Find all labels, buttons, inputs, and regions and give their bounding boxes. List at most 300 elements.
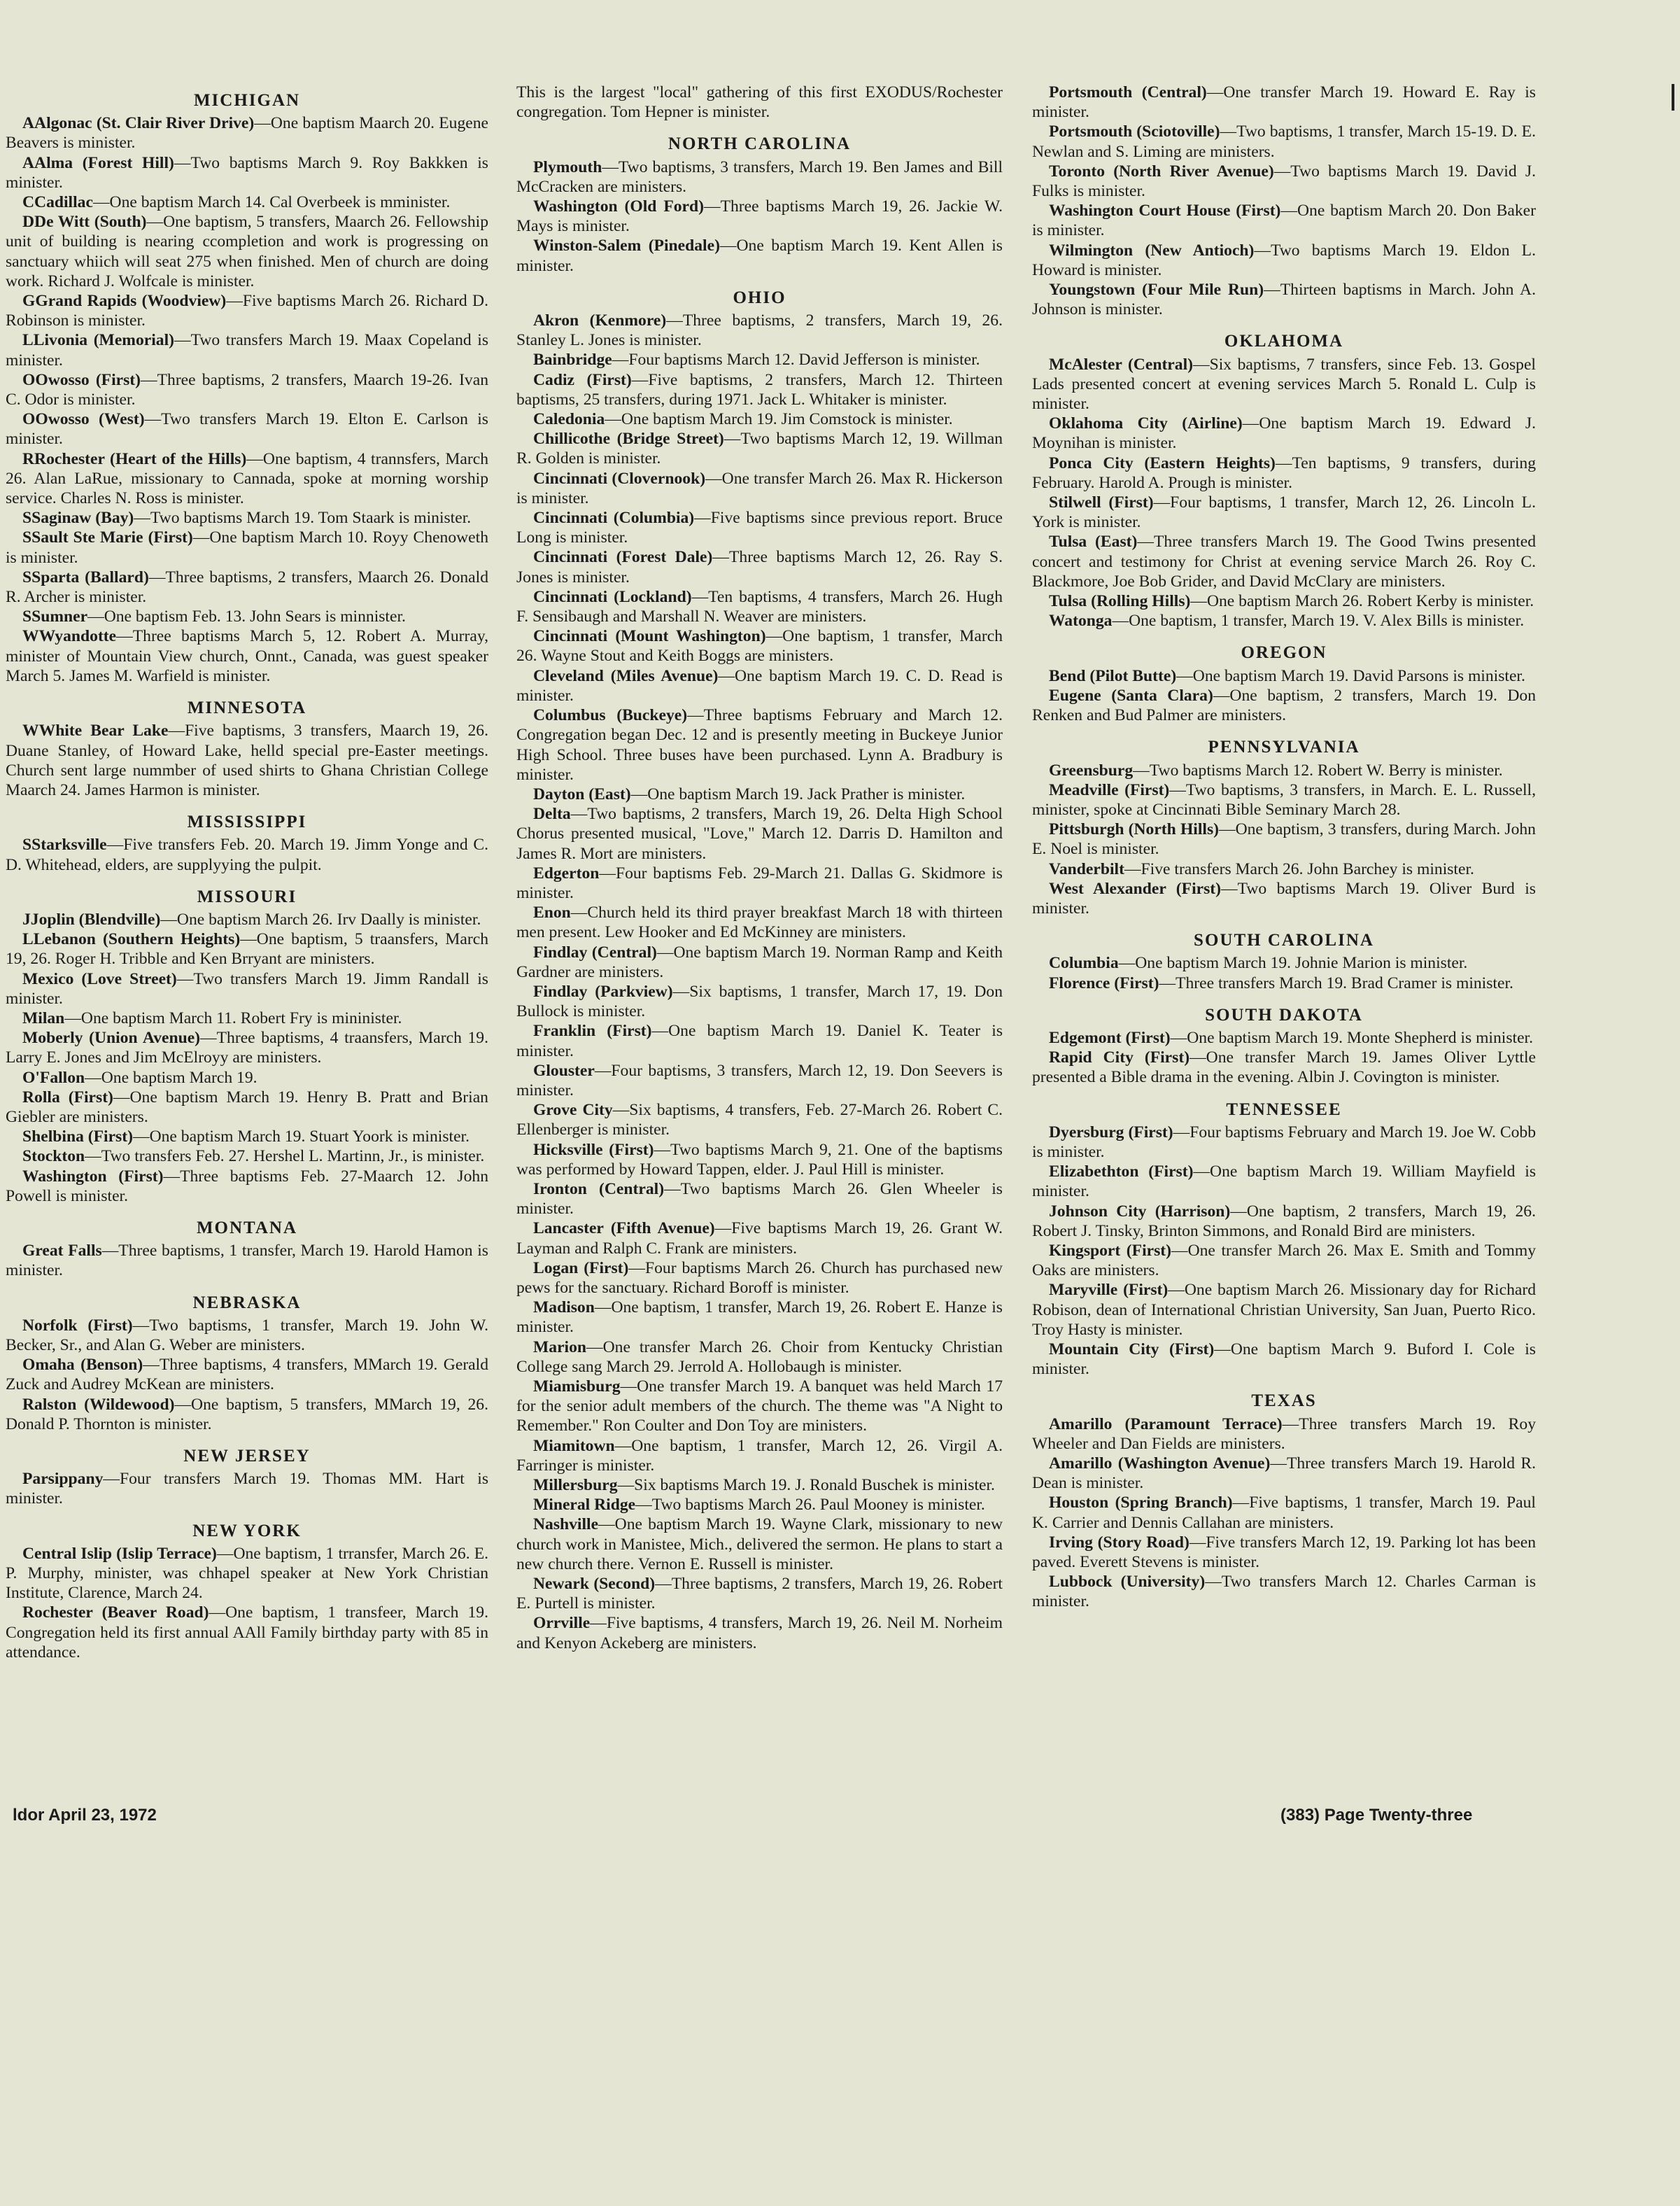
church-name: Franklin (First) [533, 1022, 652, 1041]
church-report-entry [516, 1495, 1003, 1515]
church-name: Portsmouth (Central) [1049, 83, 1207, 101]
church-report-entry [6, 113, 488, 153]
report-text: —Three baptisms Feb. 27-Maarch 12. John Powell is minister. [6, 1167, 488, 1205]
report-text: —Four baptisms, 3 transfers, March 12, 19. Don Seevers is minister. [516, 1061, 1003, 1100]
report-text: —Four baptisms February and March 19. Joe W. Cobb is minister. [1032, 1123, 1536, 1161]
church-name: Ralston (Wildewood) [22, 1395, 175, 1414]
church-report-entry [516, 587, 1003, 626]
report-text: —Five baptisms March 26. Richard D. Robinson is minister. [6, 292, 488, 330]
report-text: —One transfer March 19. James Oliver Lyttle presented a Bible drama in the evening. Albin J. Covington is minister. [1032, 1048, 1537, 1087]
church-report-entry [1032, 974, 1536, 993]
church-report-entry [516, 547, 1003, 586]
report-text: —Two transfers Feb. 27. Hershel L. Martinn, Jr., is minister. [85, 1147, 485, 1166]
church-report-entry [516, 626, 1003, 666]
state-heading-new-jersey: NEW JERSEY [183, 1447, 311, 1466]
church-name: GGrand Rapids (Woodview) [22, 292, 227, 311]
state-heading-oregon: OREGON [1241, 643, 1327, 663]
church-name: Washington (First) [22, 1167, 164, 1186]
report-text: —Five transfers March 26. John Barchey is minister. [1124, 859, 1474, 878]
church-name: Eugene (Santa Clara) [1049, 686, 1213, 705]
church-report-entry [516, 350, 1003, 370]
church-report-entry [6, 291, 488, 330]
church-name: O'Fallon [22, 1068, 85, 1087]
report-text: —Two baptisms March 19. Oliver Burd is minister. [1032, 879, 1536, 918]
church-name: Oklahoma City (Airline) [1049, 414, 1243, 433]
report-text: —One baptism March 19. Henry B. Pratt and Brian Giebler are ministers. [6, 1088, 488, 1126]
report-text: —One baptism Feb. 13. John Sears is minnister. [87, 607, 406, 626]
report-text: —One baptism March 14. Cal Overbeek is mminister. [92, 193, 451, 212]
report-text: —Four baptisms, 1 transfer, March 12, 26. Lincoln L. York is minister. [1032, 493, 1536, 532]
report-text: —Three baptisms, 2 transfers, March 19, 26. Stanley L. Jones is minister. [516, 311, 1003, 350]
church-report-entry [516, 1061, 1003, 1100]
church-name: Delta [533, 805, 571, 824]
church-report-entry [516, 429, 1003, 468]
church-name: Dayton (East) [533, 785, 631, 803]
church-name: Elizabethton (First) [1049, 1162, 1194, 1181]
church-report-entry [1032, 201, 1536, 240]
report-text: —One baptism, 1 transfer, March 19. V. Alex Bills is minister. [1112, 612, 1525, 631]
church-report-entry [516, 1475, 1003, 1495]
church-report-entry [1032, 686, 1536, 725]
report-text: —Four baptisms March 12. David Jefferson is minister. [612, 351, 980, 370]
state-heading-south-carolina: SOUTH CAROLINA [1194, 931, 1374, 950]
report-text: —Four baptisms Feb. 29-March 21. Dallas G. Skidmore is minister. [516, 864, 1003, 902]
report-text: —One baptism March 19. Stuart Yoork is minister. [132, 1127, 470, 1146]
report-text: —Three baptisms, 1 transfer, March 19. Harold Hamon is minister. [6, 1242, 488, 1280]
footer-date: ldor April 23, 1972 [13, 1806, 157, 1825]
report-text: —One transfer March 26. Choir from Kentucky Christian College sang March 29. Jerrold A. Hollobaugh is minister. [516, 1337, 1003, 1376]
church-name: Edgemont (First) [1049, 1028, 1171, 1047]
church-name: Rapid City (First) [1049, 1048, 1190, 1067]
church-report-entry [516, 1613, 1003, 1652]
report-text: —Three transfers March 19. Roy Wheeler and Dan Fields are ministers. [1032, 1414, 1537, 1453]
report-text: —Two baptisms, 3 transfers, in March. E. L. Russell, minister, spoke at Cincinnati Bible Seminary March 28. [1032, 780, 1536, 819]
report-text: —One transfer March 26. Max E. Smith and Tommy Oaks are ministers. [1032, 1241, 1536, 1280]
church-report-entry [516, 1515, 1003, 1574]
church-name: JJoplin (Blendville) [22, 910, 161, 929]
church-report-entry [1032, 1414, 1536, 1454]
church-name: SSumner [22, 607, 88, 626]
report-text: —Two baptisms March 12. Robert W. Berry is minister. [1133, 761, 1503, 780]
report-text: —Three baptisms, 4 traansfers, March 19. Larry E. Jones and Jim McElroyy are ministers. [6, 1029, 488, 1067]
church-report-entry [6, 1068, 488, 1088]
church-report-entry [6, 449, 488, 509]
church-name: West Alexander (First) [1049, 879, 1221, 898]
church-name: Cincinnati (Clovernook) [533, 469, 706, 488]
church-report-entry [1032, 666, 1536, 686]
church-report-entry [1032, 761, 1536, 780]
church-name: Milan [22, 1009, 65, 1027]
state-heading-oklahoma: OKLAHOMA [1224, 332, 1344, 351]
church-report-entry [6, 370, 488, 409]
church-name: Maryville (First) [1049, 1281, 1169, 1300]
church-report-entry [516, 409, 1003, 429]
church-report-entry [1032, 1048, 1536, 1087]
report-text: —One baptism March 9. Buford I. Cole is minister. [1032, 1340, 1536, 1379]
report-text: —One baptism March 19. C. D. Read is minister. [516, 666, 1003, 705]
church-report-entry [1032, 83, 1536, 122]
church-name: Tulsa (Rolling Hills) [1049, 592, 1191, 611]
church-report-entry [6, 1028, 488, 1067]
church-report-entry [6, 1088, 488, 1127]
church-report-entry [516, 1021, 1003, 1060]
report-text: —Five baptisms, 1 transfer, March 19. Paul K. Carrier and Dennis Callahan are ministers. [1032, 1494, 1536, 1532]
church-name: Columbus (Buckeye) [533, 706, 688, 725]
church-name: LLivonia (Memorial) [22, 331, 174, 350]
church-name: Columbia [1049, 954, 1119, 973]
report-text: —Six baptisms, 1 transfer, March 17, 19. Don Bullock is minister. [516, 982, 1003, 1021]
state-heading-pennsylvania: PENNSYLVANIA [1208, 738, 1360, 757]
church-report-entry [1032, 859, 1536, 879]
church-name: Youngstown (Four Mile Run) [1049, 281, 1264, 300]
church-report-entry [6, 835, 488, 874]
church-report-entry [1032, 780, 1536, 820]
church-report-entry [516, 1436, 1003, 1475]
church-name: Ironton (Central) [533, 1179, 665, 1198]
column-right [1032, 83, 1536, 1612]
report-text: —One baptism, 1 transfer, March 26. Wayne Stout and Keith Boggs are ministers. [516, 627, 1003, 666]
church-name: DDe Witt (South) [22, 213, 147, 232]
church-report-entry [6, 528, 488, 567]
church-report-entry [1032, 1241, 1536, 1280]
church-report-entry [1032, 820, 1536, 859]
report-text: —Three transfers March 19. Harold R. Dean is minister. [1032, 1454, 1536, 1493]
report-text: —One baptism March 19. Monte Shepherd is minister. [1170, 1028, 1533, 1047]
column-middle [516, 83, 1003, 1653]
church-name: Newark (Second) [533, 1575, 656, 1594]
church-report-entry [1032, 355, 1536, 414]
church-report-entry [6, 1544, 488, 1603]
report-text: —One baptism March 19. Norman Ramp and Keith Gardner are ministers. [516, 943, 1003, 981]
church-name: Mineral Ridge [533, 1496, 636, 1515]
church-report-entry [1032, 611, 1536, 631]
church-name: Cadiz (First) [533, 370, 632, 389]
report-text: —One baptism March 19. Jim Comstock is minister. [605, 410, 953, 429]
report-text: —One baptism, 1 transfeer, March 19. Congregation held its first annual AAll Family birthday party with 85 in attendance. [6, 1603, 489, 1661]
church-report-entry [516, 1100, 1003, 1139]
church-name: Miamitown [533, 1436, 615, 1455]
report-text: —Two transfers March 19. Maax Copeland is minister. [6, 331, 489, 370]
column-left [6, 83, 488, 1662]
report-text: —Three baptisms February and March 12. Congregation began Dec. 12 and is presently meeting in Buckeye Junior High School. Three buses have been purchased. Lynn A. Bradbury is minister. [516, 706, 1003, 784]
report-text: —One baptism March 26. Irv Daally is minister. [160, 910, 481, 929]
church-name: Kingsport (First) [1049, 1241, 1171, 1260]
report-text: —Four transfers March 19. Thomas MM. Hart is minister. [6, 1470, 488, 1508]
church-report-entry [516, 864, 1003, 903]
report-text: —One baptism, 5 transfers, Maarch 26. Fellowship unit of building is nearing ccompletion and work is progressing on sanctuary whiich will seat 275 when finished. Men of church are doing work. Richard J. Wolfcale is minister. [6, 213, 488, 290]
church-name: Moberly (Union Avenue) [22, 1029, 201, 1048]
state-heading-montana: MONTANA [196, 1218, 298, 1237]
church-report-entry [6, 721, 488, 800]
church-report-entry [6, 1316, 488, 1355]
report-text: —One baptism, 2 transfers, March 19, 26. Robert J. Tinsky, Brinton Simmons, and Ronald Bird are ministers. [1032, 1202, 1536, 1240]
report-text: —One transfer March 26. Max R. Hickerson is minister. [516, 469, 1003, 507]
church-name: Cincinnati (Columbia) [533, 509, 695, 528]
report-text: —Six baptisms March 19. J. Ronald Buschek is minister. [617, 1476, 995, 1495]
church-name: Plymouth [533, 157, 602, 176]
church-name: Central Islip (Islip Terrace) [22, 1544, 217, 1563]
church-report-entry [6, 929, 488, 969]
church-report-entry [1032, 1028, 1536, 1048]
church-name: AAlgonac (St. Clair River Drive) [22, 114, 255, 133]
church-name: Wilmington (New Antioch) [1049, 241, 1255, 260]
report-text: —Three transfers March 19. The Good Twins presented concert and testimony for Christ at evening service March 26. Roy C. Blackmore, Joe Bob Grider, and David McClary are ministers. [1032, 533, 1536, 591]
report-text: —Three baptisms March 19, 26. Jackie W. Mays is minister. [516, 197, 1003, 236]
church-name: RRochester (Heart of the Hills) [22, 449, 247, 468]
report-text: —One transfer March 19. Howard E. Ray is minister. [1032, 83, 1536, 122]
church-report-entry [6, 1469, 488, 1508]
church-report-entry [516, 1298, 1003, 1337]
church-name: Chillicothe (Bridge Street) [533, 430, 724, 449]
church-report-entry [6, 607, 488, 626]
report-text: —Two baptisms March 9, 21. One of the baptisms was performed by Howard Tappen, elder. J. Paul Hill is minister. [516, 1140, 1003, 1179]
church-name: LLebanon (Southern Heights) [22, 930, 241, 949]
church-report-entry [516, 785, 1003, 804]
state-heading-missouri: MISSOURI [197, 887, 297, 906]
state-heading-south-dakota: SOUTH DAKOTA [1205, 1005, 1363, 1025]
church-report-entry [516, 903, 1003, 942]
church-name: Bainbridge [533, 351, 612, 370]
church-report-entry [6, 153, 488, 192]
church-report-entry [516, 469, 1003, 508]
report-text: —One baptism Maarch 20. Eugene Beavers is minister. [6, 114, 488, 153]
intro-paragraph: This is the largest "local" gathering of this first EXODUS/Rochester congregation. Tom Hepner is minister. [516, 83, 1003, 122]
church-name: SStarksville [22, 836, 107, 855]
church-name: Marion [533, 1337, 587, 1356]
church-name: Orrville [533, 1614, 591, 1633]
report-text: —Two transfers March 12. Charles Carman is minister. [1032, 1573, 1537, 1611]
report-text: —One baptism March 19. Kent Allen is minister. [516, 237, 1003, 275]
church-report-entry [1032, 414, 1536, 453]
report-text: —Three baptisms March 5, 12. Robert A. Murray, minister of Mountain View church, Onnt., Canada, was guest speaker March 5. James M. Warfield is minister. [6, 627, 488, 685]
report-text: —Two baptisms March 19. Tom Staark is minister. [134, 509, 472, 528]
report-text: —One baptism March 19. William Mayfield is minister. [1032, 1162, 1537, 1201]
report-text: —One baptism, 1 trransfer, March 26. E. P. Murphy, minister, was chhapel speaker at New York Christian Institute, Clarence, March 24. [6, 1544, 489, 1603]
church-report-entry [1032, 591, 1536, 611]
church-report-entry [516, 982, 1003, 1021]
church-report-entry [516, 1258, 1003, 1298]
church-name: Rochester (Beaver Road) [22, 1603, 209, 1622]
church-report-entry [6, 1395, 488, 1434]
church-name: OOwosso (West) [22, 410, 145, 429]
church-report-entry [516, 1140, 1003, 1179]
church-name: Norfolk (First) [22, 1316, 133, 1335]
church-report-entry [6, 1146, 488, 1166]
church-name: Hicksville (First) [533, 1140, 654, 1159]
report-text: —Five baptisms, 2 transfers, March 12. Thirteen baptisms, 25 transfers, during 1971. Jack L. Whitaker is minister. [516, 370, 1003, 409]
church-name: Stockton [22, 1147, 85, 1166]
report-text: —Five baptisms, 3 transfers, Maarch 19, 26. Duane Stanley, of Howard Lake, helld special pre-Easter meetings. Church sent large nummber of used shirts to Ghana Christian College Maarch 24. James Harmon is minister. [6, 722, 489, 799]
church-name: Watonga [1049, 612, 1113, 631]
report-text: —Two baptisms March 26. Glen Wheeler is minister. [516, 1179, 1003, 1218]
church-name: AAlma (Forest Hill) [22, 153, 174, 172]
footer-page-number: (383) Page Twenty-three [1280, 1806, 1473, 1825]
church-name: Amarillo (Paramount Terrace) [1049, 1414, 1283, 1433]
church-report-entry [1032, 162, 1536, 201]
church-report-entry [6, 192, 488, 212]
church-name: Cleveland (Miles Avenue) [533, 666, 719, 685]
report-text: —One baptism March 26. Missionary day for Richard Robison, dean of International Christian University, San Juan, Puerto Rico. Troy Hasty is minister. [1032, 1281, 1536, 1339]
report-text: —One baptism March 19. Daniel K. Teater is minister. [516, 1022, 1003, 1060]
church-report-entry [1032, 1533, 1536, 1572]
page-edge-mark [1672, 84, 1674, 111]
church-name: Washington Court House (First) [1049, 202, 1281, 220]
church-name: Florence (First) [1049, 974, 1159, 992]
church-name: Toronto (North River Avenue) [1049, 162, 1274, 181]
church-report-entry [6, 330, 488, 370]
church-name: Lancaster (Fifth Avenue) [533, 1219, 715, 1238]
church-name: Rolla (First) [22, 1088, 113, 1106]
report-text: —One baptism March 19. [85, 1068, 257, 1087]
church-name: Stilwell (First) [1049, 493, 1154, 512]
church-name: Vanderbilt [1049, 859, 1124, 878]
church-report-entry [516, 943, 1003, 982]
church-report-entry [1032, 1162, 1536, 1201]
church-name: Greensburg [1049, 761, 1134, 780]
church-name: Houston (Spring Branch) [1049, 1494, 1233, 1512]
report-text: —Three baptisms, 2 transfers, Maarch 19-26. Ivan C. Odor is minister. [6, 370, 488, 409]
state-heading-mississippi: MISSISSIPPI [187, 813, 307, 832]
church-name: WWyandotte [22, 627, 117, 646]
church-report-entry [6, 1167, 488, 1206]
church-name: Bend (Pilot Butte) [1049, 666, 1177, 685]
church-report-entry [6, 1603, 488, 1662]
church-name: Miamisburg [533, 1377, 621, 1396]
church-name: SSaginaw (Bay) [22, 509, 134, 528]
church-report-entry [516, 1218, 1003, 1258]
state-heading-north-carolina: NORTH CAROLINA [668, 134, 852, 154]
report-text: —One baptism March 10. Royy Chenoweth is minister. [6, 528, 488, 567]
state-heading-minnesota: MINNESOTA [187, 698, 307, 718]
church-report-entry [516, 197, 1003, 236]
church-name: Washington (Old Ford) [533, 197, 704, 216]
report-text: —One baptism, 3 transfers, during March. John E. Noel is minister. [1032, 820, 1536, 859]
report-text: —Two baptisms, 1 transfer, March 19. John W. Becker, Sr., and Alan G. Weber are ministers. [6, 1316, 488, 1354]
church-report-entry [516, 1574, 1003, 1613]
church-report-entry [1032, 1572, 1536, 1611]
church-report-entry [516, 157, 1003, 197]
church-report-entry [516, 804, 1003, 864]
report-text: —Two baptisms March 9. Roy Bakkken is minister. [6, 153, 488, 192]
report-text: —One baptism March 11. Robert Fry is mininister. [64, 1009, 402, 1027]
church-report-entry [6, 626, 488, 686]
church-name: Findlay (Central) [533, 943, 657, 962]
church-report-entry [6, 1009, 488, 1028]
church-name: Logan (First) [533, 1258, 629, 1277]
church-name: Nashville [533, 1515, 599, 1534]
report-text: —Six baptisms, 7 transfers, since Feb. 13. Gospel Lads presented concert at evening services March 5. Ronald L. Culp is minister. [1032, 355, 1536, 414]
church-report-entry [1032, 1493, 1536, 1532]
church-report-entry [1032, 1123, 1536, 1162]
church-report-entry [1032, 280, 1536, 319]
church-name: Lubbock (University) [1049, 1573, 1206, 1592]
church-report-entry [6, 568, 488, 607]
state-heading-new-york: NEW YORK [192, 1521, 302, 1540]
church-report-entry [6, 1355, 488, 1394]
church-name: Akron (Kenmore) [533, 311, 667, 330]
state-heading-texas: TEXAS [1251, 1391, 1317, 1411]
church-report-entry [516, 705, 1003, 785]
church-name: Parsippany [22, 1470, 104, 1489]
church-name: Madison [533, 1298, 595, 1317]
report-text: —One baptism, 5 traansfers, March 19, 26. Roger H. Tribble and Ken Brryant are ministers. [6, 930, 488, 969]
church-report-entry [1032, 532, 1536, 591]
report-text: —One baptism, 5 transfers, MMarch 19, 26. Donald P. Thornton is minister. [6, 1395, 488, 1433]
report-text: —Ten baptisms, 9 transfers, during February. Harold A. Prough is minister. [1032, 454, 1536, 492]
church-name: SSault Ste Marie (First) [22, 528, 193, 547]
church-report-entry [1032, 122, 1536, 161]
report-text: —Two baptisms March 19. Eldon L. Howard is minister. [1032, 241, 1536, 279]
state-heading-ohio: OHIO [733, 288, 786, 307]
report-text: —Two transfers March 19. Jimm Randall is minister. [6, 969, 488, 1008]
church-name: SSparta (Ballard) [22, 568, 149, 586]
report-text: —Five baptisms, 4 transfers, March 19, 26. Neil M. Norheim and Kenyon Ackeberg are ministers. [516, 1614, 1003, 1652]
church-report-entry [516, 236, 1003, 275]
church-name: Tulsa (East) [1049, 533, 1138, 552]
state-heading-nebraska: NEBRASKA [192, 1293, 302, 1312]
report-text: —Three baptisms, 4 transfers, MMarch 19. Gerald Zuck and Audrey McKean are ministers. [6, 1356, 488, 1394]
church-name: WWhite Bear Lake [22, 722, 169, 740]
report-text: —One baptism March 20. Don Baker is minister. [1032, 202, 1536, 240]
report-text: —Three transfers March 19. Brad Cramer is minister. [1159, 974, 1513, 992]
church-name: Ponca City (Eastern Heights) [1049, 454, 1276, 472]
report-text: —One baptism, 1 transfer, March 19, 26. Robert E. Hanze is minister. [516, 1298, 1003, 1337]
church-name: Pittsburgh (North Hills) [1049, 820, 1219, 839]
church-name: Winston-Salem (Pinedale) [533, 237, 720, 255]
church-report-entry [1032, 493, 1536, 532]
report-text: —One baptism, 1 transfer, March 12, 26. Virgil A. Farringer is minister. [516, 1436, 1003, 1475]
church-name: Millersburg [533, 1476, 618, 1495]
report-text: —Five transfers March 12, 19. Parking lot has been paved. Everett Stevens is minister. [1032, 1533, 1537, 1572]
church-report-entry [6, 910, 488, 929]
report-text: —Church held its third prayer breakfast March 18 with thirteen men present. Lew Hooker and Ed McKinney are ministers. [516, 904, 1003, 942]
church-report-entry [6, 212, 488, 291]
report-text: —Three baptisms March 12, 26. Ray S. Jones is minister. [516, 548, 1003, 586]
report-text: —Three baptisms, 2 transfers, Maarch 26. Donald R. Archer is minister. [6, 568, 488, 607]
report-text: —Ten baptisms, 4 transfers, March 26. Hugh F. Sensibaugh and Marshall N. Weaver are ministers. [516, 587, 1003, 626]
church-name: McAlester (Central) [1049, 355, 1193, 374]
report-text: —Two baptisms March 26. Paul Mooney is minister. [635, 1496, 985, 1515]
church-report-entry [1032, 879, 1536, 918]
church-name: Cincinnati (Lockland) [533, 587, 692, 606]
report-text: —Four baptisms March 26. Church has purchased new pews for the sanctuary. Richard Boroff is minister. [516, 1258, 1003, 1297]
church-report-entry [6, 1241, 488, 1280]
report-text: —Five baptisms since previous report. Bruce Long is minister. [516, 509, 1003, 547]
state-heading-michigan: MICHIGAN [193, 91, 301, 110]
report-text: —Two baptisms, 3 transfers, March 19. Ben James and Bill McCracken are ministers. [516, 157, 1003, 196]
church-name: Irving (Story Road) [1049, 1533, 1190, 1552]
church-report-entry [6, 409, 488, 449]
report-text: —One baptism March 26. Robert Kerby is minister. [1190, 592, 1534, 611]
church-name: Caledonia [533, 410, 605, 429]
church-report-entry [516, 311, 1003, 350]
church-name: Glouster [533, 1061, 595, 1080]
church-name: Johnson City (Harrison) [1049, 1202, 1231, 1221]
church-name: Great Falls [22, 1242, 102, 1260]
report-text: —One baptism March 19. Edward J. Moynihan is minister. [1032, 414, 1536, 453]
report-text: —Two baptisms, 1 transfer, March 15-19. D. E. Newlan and S. Liming are ministers. [1032, 122, 1536, 161]
church-report-entry [516, 666, 1003, 705]
state-heading-tennessee: TENNESSEE [1226, 1100, 1342, 1119]
report-text: —Two baptisms March 19. David J. Fulks is minister. [1032, 162, 1536, 201]
church-report-entry [1032, 1454, 1536, 1493]
church-report-entry [1032, 454, 1536, 493]
church-report-entry [1032, 241, 1536, 280]
church-name: Edgerton [533, 864, 600, 883]
church-name: Omaha (Benson) [22, 1356, 143, 1375]
church-name: Shelbina (First) [22, 1127, 133, 1146]
report-text: —One baptism March 19. Jack Prather is minister. [630, 785, 966, 803]
